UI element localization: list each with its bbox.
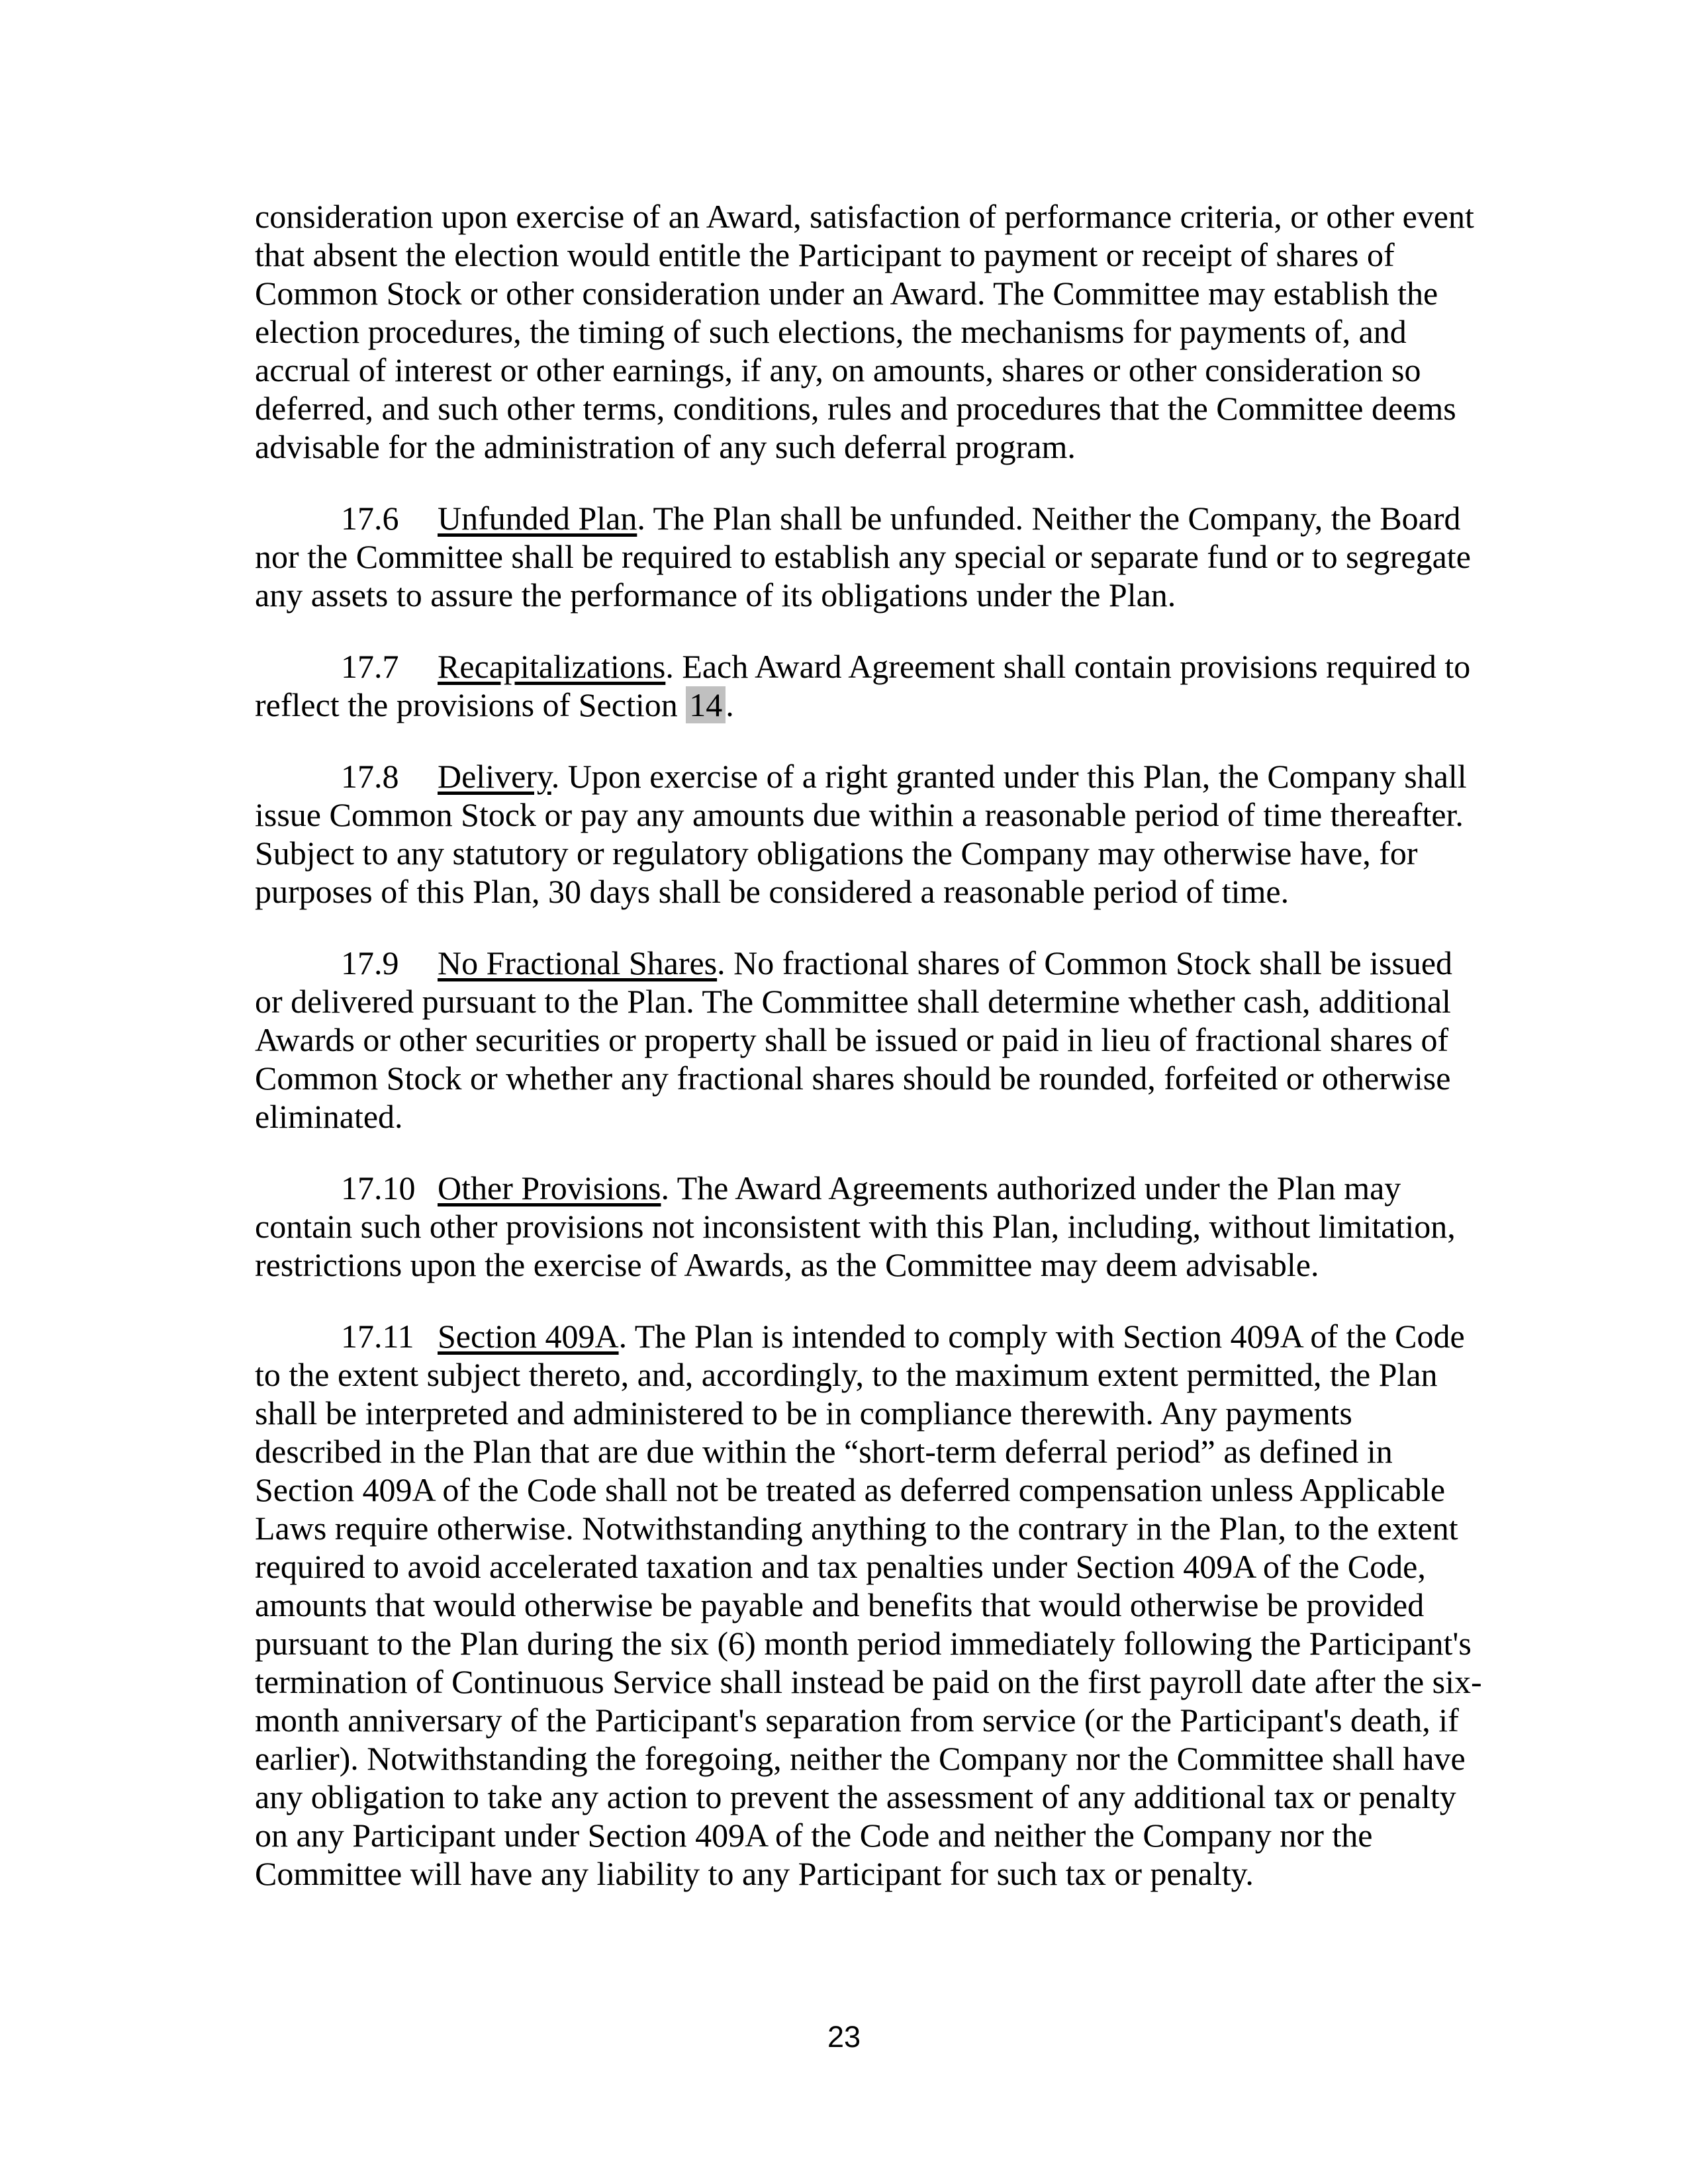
page-footer — [0, 2021, 1688, 2053]
section-paragraph-17-6 — [255, 499, 1483, 614]
section-heading: Delivery — [438, 758, 551, 795]
section-body: . The Plan shall be unfunded. Neither the Company, the Board nor the Committee shall be required to establish any special or separate fund or to segregate any assets to assure the performance of its obligations under the Plan. — [255, 500, 1471, 614]
section-paragraph-17-9 — [255, 944, 1483, 1136]
section-body: . The Award Agreements authorized under the Plan may contain such other provisions not inconsistent with this Plan, including, without limitation, restrictions upon the exercise of Awards, as the Committee may deem advisable. — [255, 1169, 1456, 1283]
section-heading: Other Provisions — [438, 1169, 661, 1206]
continuation-paragraph-text: consideration upon exercise of an Award, satisfaction of performance criteria, or other event that absent the election would entitle the Participant to payment or receipt of shares of Common Stock or other consideration under an Award. The Committee may establish the election procedures, the timing of such elections, the mechanisms for payments of, and accrual of interest or other earnings, if any, on amounts, shares or other consideration so deferred, and such other terms, conditions, rules and procedures that the Committee deems advisable for the administration of any such deferral program. — [255, 198, 1474, 465]
section-body: . No fractional shares of Common Stock shall be issued or delivered pursuant to the Plan. The Committee shall determine whether cash, additional Awards or other securities or property shall be issued or paid in lieu of fractional shares of Common Stock or whether any fractional shares should be rounded, forfeited or otherwise eliminated. — [255, 944, 1453, 1135]
section-heading: No Fractional Shares — [438, 944, 718, 981]
section-paragraph-17-7 — [255, 647, 1483, 724]
section-heading: Section 409A — [438, 1318, 619, 1355]
section-body-end: . — [726, 686, 734, 723]
page-number: 23 — [827, 2020, 861, 2054]
section-paragraph-17-11 — [255, 1317, 1483, 1893]
section-body: . Upon exercise of a right granted under this Plan, the Company shall issue Common Stock or pay any amounts due within a reasonable period of time thereafter. Subject to any statutory or regulatory obligations the Company may otherwise have, for purposes of this Plan, 30 days shall be considered a reasonable period of time. — [255, 758, 1467, 910]
highlighted-reference: 14 — [686, 686, 726, 723]
section-body: . The Plan is intended to comply with Section 409A of the Code to the extent subject thereto, and, accordingly, to the maximum extent permitted, the Plan shall be interpreted and administered to be in compliance therewith. Any payments described in the Plan that are due within the “short-term deferral period” as defined in Section 409A of the Code shall not be treated as deferred compensation unless Applicable Laws require otherwise. Notwithstanding anything to the contrary in the Plan, to the extent required to avoid accelerated taxation and tax penalties under Section 409A of the Code, amounts that would otherwise be payable and benefits that would otherwise be provided pursuant to the Plan during the six (6) month period immediately following the Participant's termination of Continuous Service shall instead be paid on the first payroll date after the six-month anniversary of the Participant's separation from service (or the Participant's death, if earlier). Notwithstanding the foregoing, neither the Company nor the Committee shall have any obligation to take any action to prevent the assessment of any additional tax or penalty on any Participant under Section 409A of the Code and neither the Company nor the Committee will have any liability to any Participant for such tax or penalty. — [255, 1318, 1482, 1892]
section-heading: Recapitalizations — [438, 648, 666, 685]
continuation-paragraph — [255, 197, 1483, 466]
section-number: 17.8 — [341, 758, 399, 795]
section-heading: Unfunded Plan — [438, 500, 637, 537]
document-body — [255, 197, 1483, 1926]
section-number: 17.9 — [341, 944, 399, 981]
section-number: 17.11 — [341, 1318, 414, 1355]
section-body: . Each Award Agreement shall contain provisions required to reflect the provisions of Section — [255, 648, 1471, 723]
section-number: 17.7 — [341, 648, 399, 685]
section-number: 17.6 — [341, 500, 399, 537]
section-number: 17.10 — [341, 1169, 416, 1206]
section-paragraph-17-8 — [255, 757, 1483, 911]
section-paragraph-17-10 — [255, 1169, 1483, 1284]
